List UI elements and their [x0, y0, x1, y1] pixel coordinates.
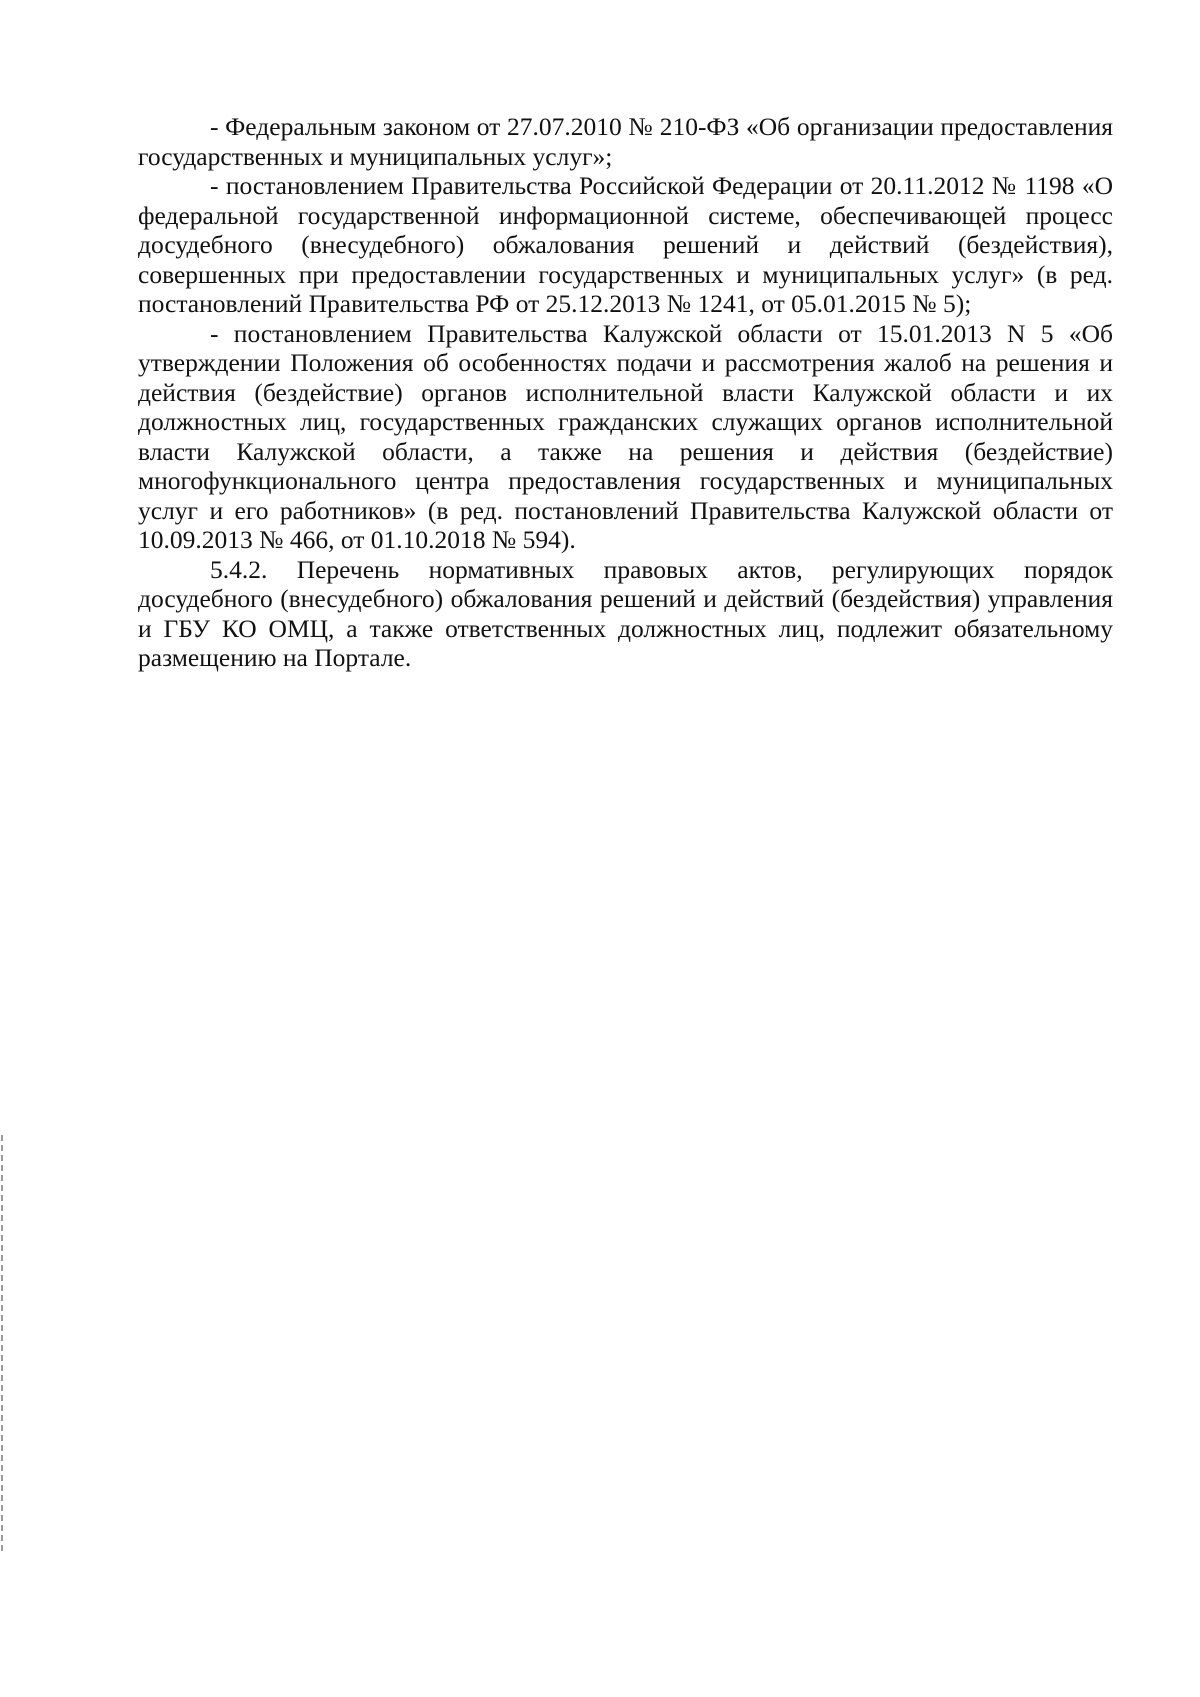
- scan-edge-mark: [1, 1135, 3, 1555]
- document-body: [138, 112, 1113, 673]
- paragraph-kaluga-resolution: - постановлением Правительства Калужской области от 15.01.2013 N 5 «Об утверждении Положения об особенностях подачи и рассмотрения жалоб на решения и действия (бездействие) органов исполнительной власти Калужской области и их должностных лиц, государственных гражданских служащих органов исполнительной власти Калужской области, а также на решения и действия (бездействие) многофункционального центра предоставления государственных и муниципальных услуг и его работников» (в ред. постановлений Правительства Калужской области от 10.09.2013 № 466, от 01.10.2018 № 594).: [138, 318, 1113, 554]
- paragraph-federal-law: - Федеральным законом от 27.07.2010 № 210-ФЗ «Об организации предоставления государственных и муниципальных услуг»;: [138, 112, 1113, 171]
- paragraph-government-resolution: - постановлением Правительства Российской Федерации от 20.11.2012 № 1198 «О федеральной государственной информационной системе, обеспечивающей процесс досудебного (внесудебного) обжалования решений и действий (бездействия), совершенных при предоставлении государственных и муниципальных услуг» (в ред. постановлений Правительства РФ от 25.12.2013 № 1241, от 05.01.2015 № 5);: [138, 171, 1113, 318]
- paragraph-5-4-2: 5.4.2. Перечень нормативных правовых актов, регулирующих порядок досудебного (внесудебного) обжалования решений и действий (бездействия) управления и ГБУ КО ОМЦ, а также ответственных должностных лиц, подлежит обязательному размещению на Портале.: [138, 554, 1113, 672]
